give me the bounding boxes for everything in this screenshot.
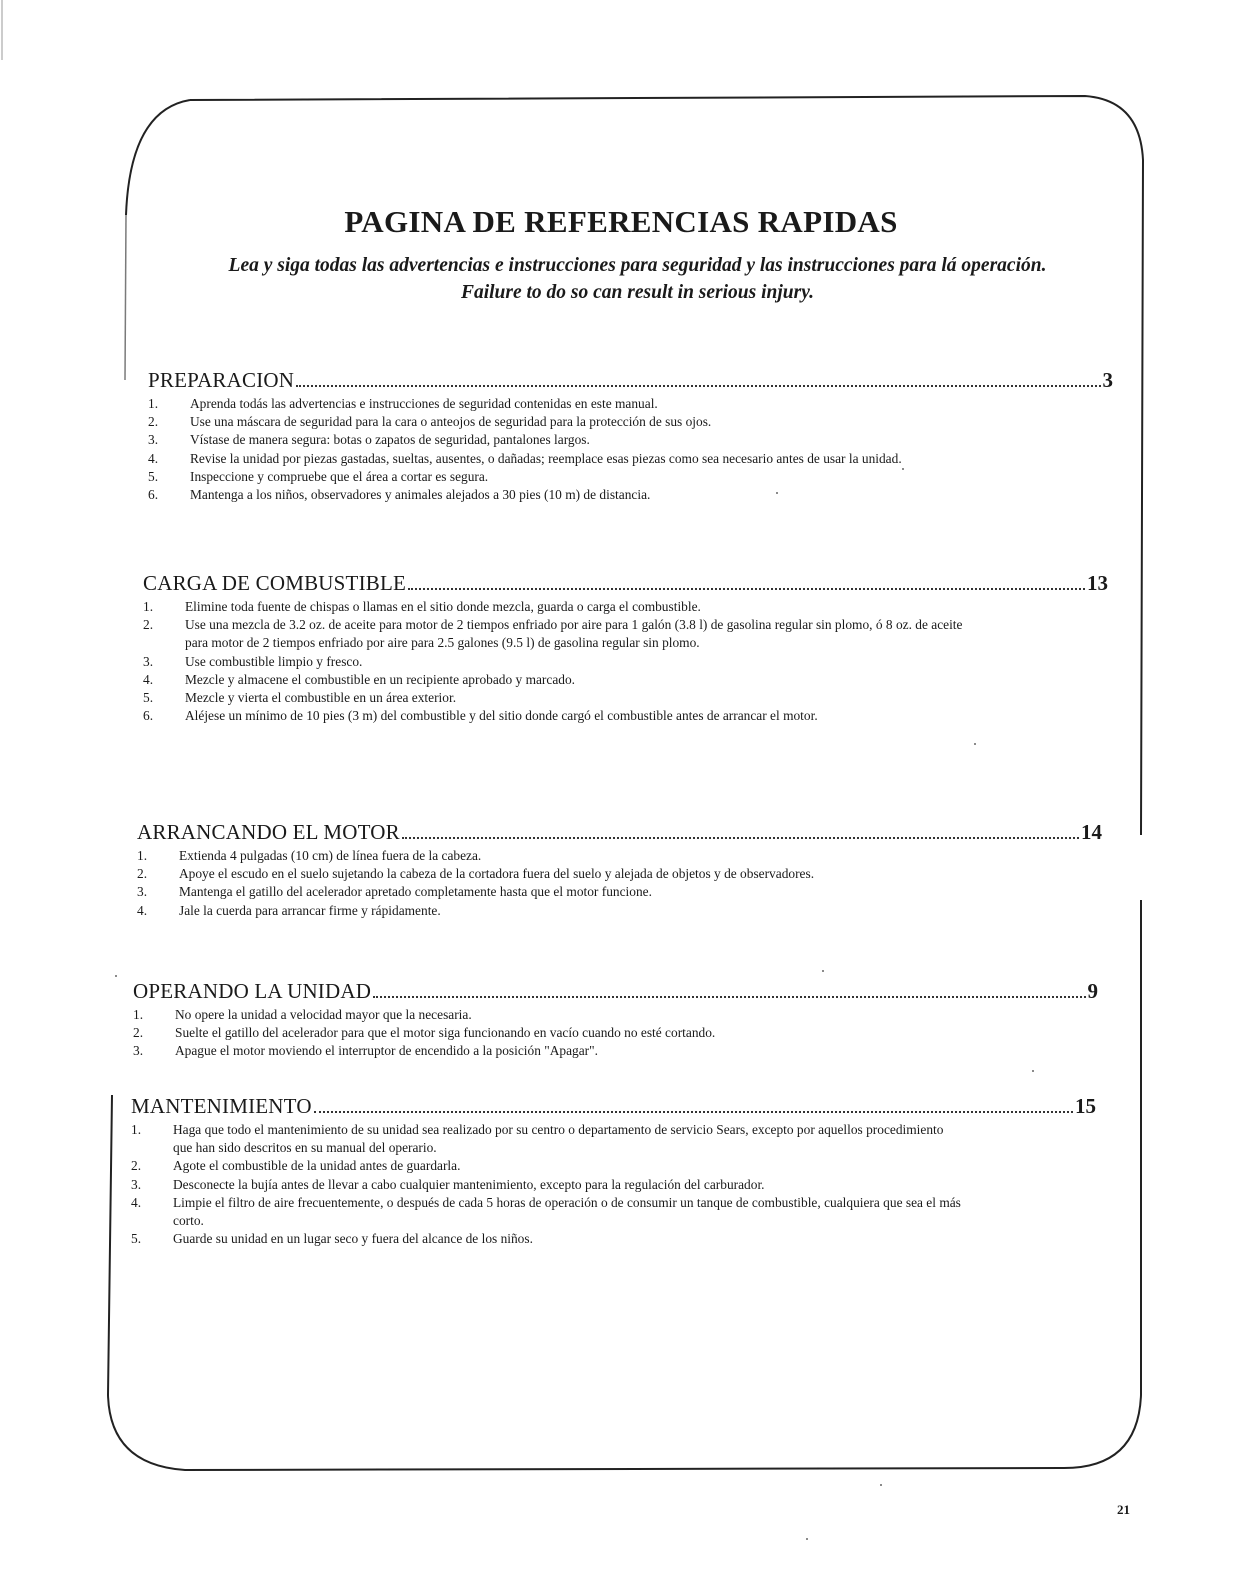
dot-leader — [314, 1110, 1073, 1113]
scan-speck — [822, 970, 824, 972]
section-operando-la-unidad — [133, 979, 1098, 1061]
section-title: MANTENIMIENTO — [131, 1094, 312, 1118]
section-carga-de-combustible — [143, 571, 1108, 725]
scan-speck — [1032, 1070, 1034, 1072]
dot-leader — [402, 836, 1079, 839]
item-text: Desconecte la bujía antes de llevar a cabo cualquier mantenimiento, excepto para la regulación del carburador. — [173, 1176, 765, 1192]
instruction-list — [137, 847, 1102, 920]
list-item — [148, 468, 1113, 486]
instruction-list — [148, 395, 1113, 504]
item-number: 4. — [137, 902, 148, 918]
section-header — [133, 979, 1098, 1006]
section-page-ref: 15 — [1075, 1094, 1096, 1118]
list-item — [143, 598, 1108, 616]
item-text: Use una máscara de seguridad para la cara o anteojos de seguridad para la protección de sus ojos. — [190, 414, 712, 430]
item-text: Inspeccione y compruebe que el área a cortar es segura. — [190, 468, 489, 484]
item-number: 1. — [137, 848, 148, 863]
item-number: 1. — [148, 396, 159, 411]
section-page-ref: 3 — [1102, 368, 1113, 392]
instruction-list — [131, 1121, 1096, 1248]
list-item — [143, 707, 1108, 725]
item-number: 1. — [133, 1007, 144, 1022]
section-mantenimiento — [131, 1094, 1096, 1248]
item-number: 2. — [148, 414, 159, 430]
scan-speck — [880, 1484, 882, 1486]
scan-speck — [806, 1538, 808, 1540]
section-page-ref: 13 — [1087, 571, 1108, 595]
section-page-ref: 9 — [1087, 979, 1098, 1003]
list-item — [131, 1157, 1096, 1175]
section-header — [137, 820, 1102, 847]
item-text: Mantenga a los niños, observadores y animales alejados a 30 pies (10 m) de distancia. — [190, 487, 651, 503]
list-item — [148, 450, 1113, 468]
item-text: Apoye el escudo en el suelo sujetando la cabeza de la cortadora fuera del suelo y alejada de objetos y de observadores. — [179, 866, 815, 882]
item-number: 2. — [143, 617, 154, 633]
section-title: OPERANDO LA UNIDAD — [133, 979, 372, 1003]
item-number: 5. — [143, 690, 154, 706]
section-header — [131, 1094, 1096, 1121]
scan-speck — [776, 492, 778, 494]
page-subtitle — [130, 252, 1145, 306]
item-text: Use una mezcla de 3.2 oz. de aceite para motor de 2 tiempos enfriado por aire para 1 galón (3.8 l) de gasolina regular sin plomo, ó 8 oz. de aceite para motor de 2 tiempos enfriado por aire para 2.5 galones (9.5 l) de gasolina regular sin plomo. — [185, 617, 963, 651]
item-number: 3. — [137, 884, 148, 900]
item-text: Aprenda todás las advertencias e instrucciones de seguridad contenidas en este manual. — [190, 396, 658, 411]
list-item — [137, 883, 1102, 901]
subtitle-warning-english: Failure to do so can result in serious injury. — [460, 282, 815, 303]
list-item — [131, 1230, 1096, 1248]
section-title: ARRANCANDO EL MOTOR — [137, 820, 400, 844]
section-arrancando-el-motor — [137, 820, 1102, 920]
item-number: 5. — [148, 468, 159, 484]
item-number: 6. — [143, 708, 154, 724]
item-text: Apague el motor moviendo el interruptor de encendido a la posición "Apagar". — [175, 1043, 598, 1059]
item-text: Limpie el filtro de aire frecuentemente, o después de cada 5 horas de operación o de consumir un tanque de combustible, cualquiera que sea el más corto. — [173, 1194, 961, 1229]
item-text: Revise la unidad por piezas gastadas, sueltas, ausentes, o dañadas; reemplace esas piezas como sea necesario antes de usar la unidad. — [190, 450, 902, 466]
scan-speck — [115, 975, 117, 977]
item-number: 3. — [133, 1043, 144, 1059]
item-text: Mezcle y vierta el combustible en un área exterior. — [185, 690, 457, 706]
list-item — [131, 1121, 1096, 1157]
section-header — [143, 571, 1108, 598]
item-number: 3. — [131, 1176, 142, 1192]
section-preparacion — [148, 368, 1113, 504]
list-item — [148, 486, 1113, 504]
list-item — [137, 902, 1102, 920]
item-text: Extienda 4 pulgadas (10 cm) de línea fuera de la cabeza. — [179, 848, 482, 863]
list-item — [143, 671, 1108, 689]
item-text: Agote el combustible de la unidad antes de guardarla. — [173, 1158, 461, 1174]
list-item — [133, 1024, 1098, 1042]
item-text: No opere la unidad a velocidad mayor que la necesaria. — [175, 1007, 472, 1022]
item-text: Use combustible limpio y fresco. — [185, 653, 363, 669]
list-item — [131, 1194, 1096, 1230]
item-number: 4. — [148, 450, 159, 466]
scan-speck — [902, 468, 904, 470]
item-number: 2. — [131, 1158, 142, 1174]
list-item — [143, 653, 1108, 671]
item-text: Aléjese un mínimo de 10 pies (3 m) del combustible y del sitio donde cargó el combustible antes de arrancar el motor. — [185, 708, 818, 724]
list-item — [137, 865, 1102, 883]
dot-leader — [408, 587, 1085, 590]
list-item — [131, 1176, 1096, 1194]
item-text: Haga que todo el mantenimiento de su unidad sea realizado por su centro o departamento de servicio Sears, excepto por aquellos procedimiento que han sido descritos en su manual del operario. — [173, 1122, 944, 1156]
item-text: Elimine toda fuente de chispas o llamas en el sitio donde mezcla, guarda o carga el combustible. — [185, 599, 701, 614]
subtitle-warning-spanish: Lea y siga todas las advertencias e instrucciones para seguridad y las instrucciones para lá operación. — [228, 255, 1047, 276]
item-number: 1. — [143, 599, 154, 614]
dot-leader — [373, 995, 1085, 998]
item-text: Vístase de manera segura: botas o zapatos de seguridad, pantalones largos. — [190, 432, 590, 448]
list-item — [137, 847, 1102, 865]
section-header — [148, 368, 1113, 395]
item-text: Suelte el gatillo del acelerador para que el motor siga funcionando en vacío cuando no esté cortando. — [175, 1025, 716, 1041]
item-text: Mezcle y almacene el combustible en un recipiente aprobado y marcado. — [185, 671, 576, 687]
item-number: 6. — [148, 487, 159, 503]
list-item — [148, 395, 1113, 413]
section-page-ref: 14 — [1081, 820, 1102, 844]
page-title: PAGINA DE REFERENCIAS RAPIDAS — [344, 204, 898, 239]
item-number: 4. — [143, 671, 154, 687]
list-item — [143, 616, 1108, 652]
list-item — [148, 413, 1113, 431]
item-number: 3. — [148, 432, 159, 448]
item-number: 2. — [137, 866, 148, 882]
item-text: Jale la cuerda para arrancar firme y rápidamente. — [179, 902, 441, 918]
list-item — [148, 431, 1113, 449]
dot-leader — [296, 384, 1100, 387]
item-number: 4. — [131, 1194, 142, 1210]
section-title: CARGA DE COMBUSTIBLE — [143, 571, 407, 595]
item-number: 2. — [133, 1025, 144, 1041]
page-number: 21 — [1117, 1502, 1130, 1517]
item-text: Mantenga el gatillo del acelerador apretado completamente hasta que el motor funcione. — [179, 884, 652, 900]
item-number: 3. — [143, 653, 154, 669]
item-text: Guarde su unidad en un lugar seco y fuera del alcance de los niños. — [173, 1231, 533, 1247]
scan-speck — [974, 743, 976, 745]
item-number: 5. — [131, 1231, 142, 1247]
item-number: 1. — [131, 1122, 142, 1137]
list-item — [143, 689, 1108, 707]
section-title: PREPARACION — [148, 368, 295, 392]
list-item — [133, 1006, 1098, 1024]
instruction-list — [143, 598, 1108, 725]
instruction-list — [133, 1006, 1098, 1061]
list-item — [133, 1042, 1098, 1060]
